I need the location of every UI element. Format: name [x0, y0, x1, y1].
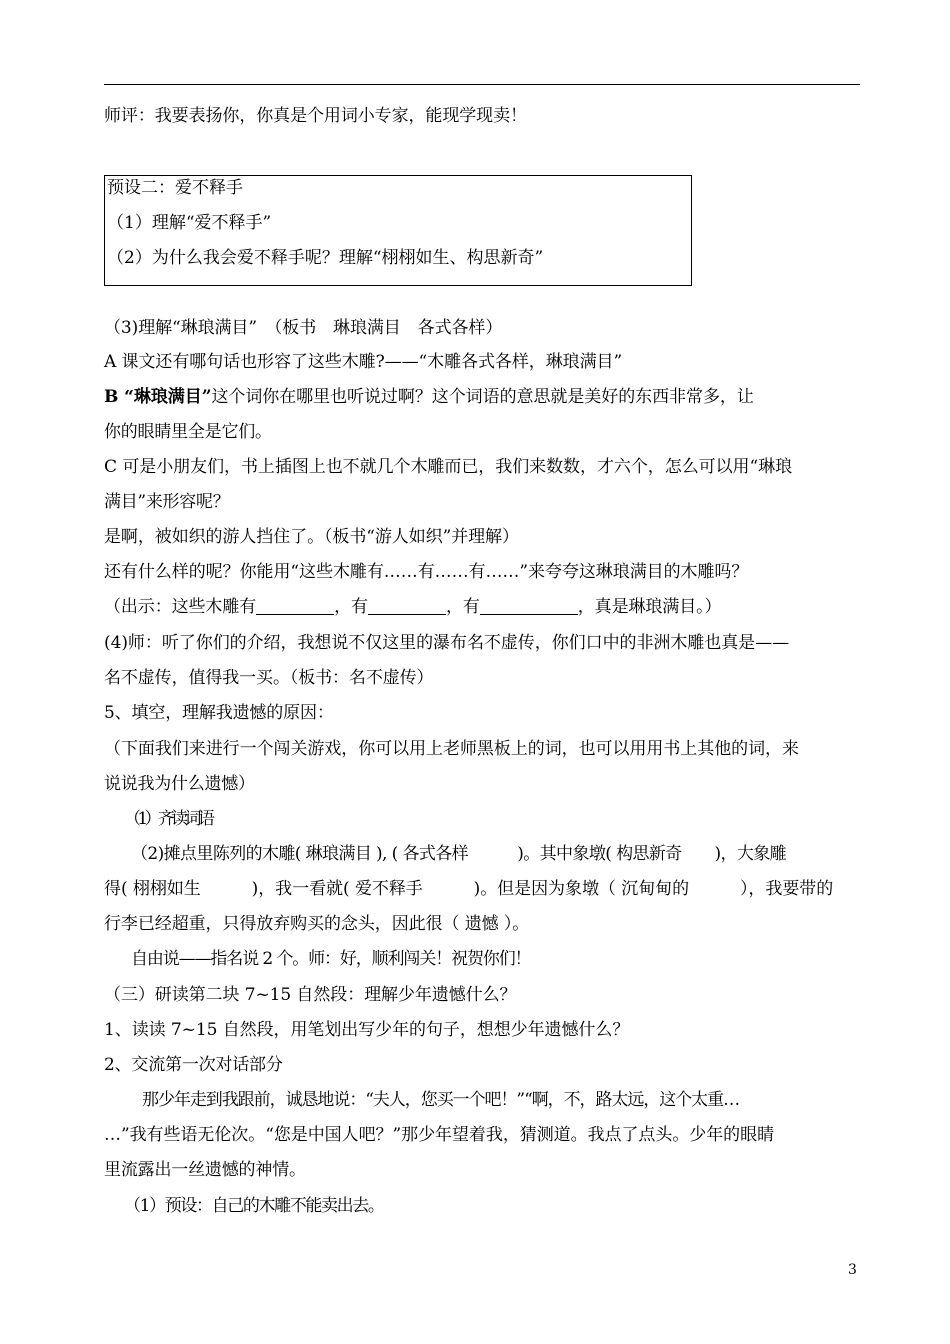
preset-item-1: （1）理解“爱不释手”: [107, 213, 272, 233]
paragraph-line: 自由说——指名说 2 个。师：好，顺利闯关！祝贺你们！: [131, 949, 531, 969]
blank-3: [480, 596, 578, 615]
paragraph-line: 名不虚传，值得我一买。（板书：名不虚传）: [104, 668, 434, 688]
paragraph-line: （1）齐读词语: [124, 809, 212, 829]
blank-1: [256, 596, 334, 615]
paragraph-line: C 可是小朋友们，书上插图上也不就几个木雕而已，我们来数数，才六个，怎么可以用“琳琅: [104, 457, 793, 477]
paragraph-line: 那少年走到我跟前，诚恳地说：“夫人，您买一个吧！”“啊，不，路太远，这个太重…: [142, 1090, 740, 1110]
paragraph-line: 行李已经超重，只得放弃购买的念头，因此很（ 遗憾 ）。: [104, 914, 530, 934]
paragraph-line: （下面我们来进行一个闯关游戏，你可以用上老师黑板上的词，也可以用用书上其他的词，来: [104, 739, 799, 759]
preset-title: 预设二：爱不释手: [107, 178, 243, 198]
section-heading: （三）研读第二块 7~15 自然段：理解少年遗憾什么？: [104, 985, 517, 1005]
paragraph-line: 是啊，被如织的游人挡住了。（板书“游人如织”并理解）: [104, 527, 519, 547]
paragraph-line: 2、交流第一次对话部分: [104, 1055, 283, 1075]
paragraph-line: （1）预设：自己的木雕不能卖出去。: [124, 1196, 384, 1216]
preset-box: [104, 175, 692, 286]
paragraph-line: (4)师：听了你们的介绍，我想说不仅这里的瀑布名不虚传，你们口中的非洲木雕也真是——: [104, 633, 790, 653]
paragraph-line: 里流露出一丝遗憾的神情。: [104, 1160, 306, 1180]
paragraph-line: 你的眼睛里全是它们。: [104, 422, 272, 442]
bold-term: B “琳琅满目”: [104, 387, 212, 407]
paragraph-line: 满目”来形容呢？: [104, 492, 230, 512]
paragraph-line: B “琳琅满目”这个词你在哪里也听说过啊？这个词语的意思就是美好的东西非常多，让: [104, 387, 754, 407]
paragraph-line: 得( 栩栩如生 )，我一看就( 爱不释手 )。但是因为象墩（ 沉甸甸的 ），我要带的: [104, 879, 834, 899]
paragraph-line: （3)理解“琳琅满目” （板书 琳琅满目 各式各样）: [104, 318, 503, 338]
header-rule: [104, 84, 860, 85]
paragraph-line: A 课文还有哪句话也形容了这些木雕?——“木雕各式各样，琳琅满目”: [104, 352, 623, 372]
blank-2: [368, 596, 446, 615]
teacher-comment: 师评：我要表扬你，你真是个用词小专家，能现学现卖！: [104, 106, 527, 126]
paragraph-line: 说说我为什么遗憾）: [104, 774, 255, 794]
preset-item-2: （2）为什么我会爱不释手呢？理解“栩栩如生、构思新奇”: [107, 248, 544, 268]
paragraph-line: 还有什么样的呢？你能用“这些木雕有……有……有……”来夸夸这琳琅满目的木雕吗？: [104, 562, 749, 582]
paragraph-line: …”我有些语无伦次。“您是中国人吧？”那少年望着我，猜测道。我点了点头。少年的眼睛: [104, 1125, 775, 1145]
fill-in-sentence: （出示：这些木雕有 ，有 ，有 ，真是琳琅满目。）: [104, 597, 722, 617]
section-heading: 5、填空，理解我遗憾的原因：: [104, 703, 334, 723]
page-number: 3: [848, 1262, 857, 1278]
paragraph-line: 1、读读 7~15 自然段，用笔划出写少年的句子，想想少年遗憾什么？: [104, 1020, 630, 1040]
paragraph-line: （2)摊点里陈列的木雕( 琳琅满目 ), ( 各式各样 )。其中象墩( 构思新奇 )，大象雕: [131, 844, 787, 864]
